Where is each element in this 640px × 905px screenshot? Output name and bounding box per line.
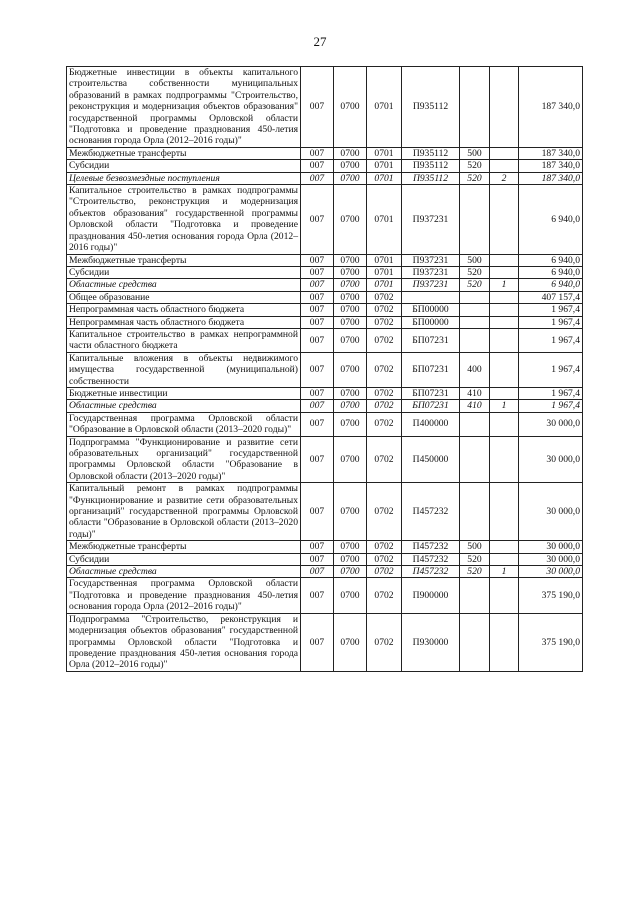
cell-src <box>490 613 519 671</box>
cell-name: Субсидии <box>67 266 301 278</box>
cell-grbs: 007 <box>301 160 334 172</box>
cell-grbs: 007 <box>301 185 334 254</box>
cell-src <box>490 412 519 436</box>
cell-sum: 30 000,0 <box>519 412 583 436</box>
cell-sum: 30 000,0 <box>519 436 583 483</box>
cell-csr: П935112 <box>402 172 460 184</box>
cell-src <box>490 436 519 483</box>
table-row <box>67 387 583 399</box>
cell-rz: 0700 <box>334 160 367 172</box>
table-row <box>67 352 583 387</box>
cell-vr: 520 <box>460 553 490 565</box>
cell-grbs: 007 <box>301 291 334 303</box>
cell-grbs: 007 <box>301 172 334 184</box>
cell-name: Субсидии <box>67 553 301 565</box>
table-row <box>67 304 583 316</box>
cell-src <box>490 160 519 172</box>
cell-sum: 375 190,0 <box>519 613 583 671</box>
cell-grbs: 007 <box>301 541 334 553</box>
cell-sum: 1 967,4 <box>519 400 583 412</box>
cell-pr: 0702 <box>367 412 402 436</box>
cell-csr: П935112 <box>402 147 460 159</box>
cell-csr: П400000 <box>402 412 460 436</box>
cell-pr: 0702 <box>367 352 402 387</box>
table-row <box>67 436 583 483</box>
cell-vr <box>460 412 490 436</box>
cell-sum: 187 340,0 <box>519 172 583 184</box>
cell-sum: 30 000,0 <box>519 541 583 553</box>
cell-csr: БП07231 <box>402 328 460 352</box>
cell-rz: 0700 <box>334 147 367 159</box>
cell-src <box>490 185 519 254</box>
cell-pr: 0701 <box>367 266 402 278</box>
cell-rz: 0700 <box>334 578 367 613</box>
cell-sum: 187 340,0 <box>519 67 583 148</box>
cell-rz: 0700 <box>334 400 367 412</box>
cell-vr <box>460 436 490 483</box>
cell-pr: 0702 <box>367 613 402 671</box>
cell-vr: 500 <box>460 147 490 159</box>
cell-name: Межбюджетные трансферты <box>67 147 301 159</box>
cell-sum: 6 940,0 <box>519 279 583 291</box>
cell-rz: 0700 <box>334 553 367 565</box>
cell-vr <box>460 328 490 352</box>
table-row <box>67 160 583 172</box>
cell-pr: 0702 <box>367 578 402 613</box>
cell-src <box>490 254 519 266</box>
table-row <box>67 254 583 266</box>
table-row <box>67 400 583 412</box>
cell-sum: 375 190,0 <box>519 578 583 613</box>
cell-src <box>490 483 519 541</box>
cell-grbs: 007 <box>301 483 334 541</box>
cell-name: Областные средства <box>67 400 301 412</box>
cell-rz: 0700 <box>334 483 367 541</box>
cell-src <box>490 578 519 613</box>
table-row <box>67 328 583 352</box>
cell-rz: 0700 <box>334 387 367 399</box>
cell-pr: 0701 <box>367 279 402 291</box>
cell-vr <box>460 304 490 316</box>
cell-vr <box>460 67 490 148</box>
cell-pr: 0701 <box>367 185 402 254</box>
cell-csr: П457232 <box>402 553 460 565</box>
cell-name: Областные средства <box>67 279 301 291</box>
cell-pr: 0702 <box>367 328 402 352</box>
cell-csr: П457232 <box>402 483 460 541</box>
cell-rz: 0700 <box>334 352 367 387</box>
cell-rz: 0700 <box>334 436 367 483</box>
cell-src <box>490 304 519 316</box>
cell-pr: 0702 <box>367 387 402 399</box>
cell-pr: 0702 <box>367 553 402 565</box>
table-row <box>67 279 583 291</box>
cell-rz: 0700 <box>334 541 367 553</box>
cell-src <box>490 316 519 328</box>
cell-name: Капитальные вложения в объекты недвижимого имущества государственной (муниципальной) собственности <box>67 352 301 387</box>
cell-src <box>490 266 519 278</box>
cell-sum: 1 967,4 <box>519 328 583 352</box>
cell-vr: 410 <box>460 400 490 412</box>
cell-grbs: 007 <box>301 400 334 412</box>
cell-pr: 0702 <box>367 483 402 541</box>
cell-src <box>490 291 519 303</box>
cell-csr: П450000 <box>402 436 460 483</box>
cell-csr: П457232 <box>402 566 460 578</box>
cell-pr: 0702 <box>367 436 402 483</box>
cell-rz: 0700 <box>334 412 367 436</box>
cell-rz: 0700 <box>334 172 367 184</box>
page-number: 27 <box>313 34 327 49</box>
cell-rz: 0700 <box>334 67 367 148</box>
cell-csr: БП07231 <box>402 387 460 399</box>
cell-rz: 0700 <box>334 566 367 578</box>
table-row <box>67 483 583 541</box>
cell-vr: 410 <box>460 387 490 399</box>
cell-csr <box>402 291 460 303</box>
cell-pr: 0702 <box>367 566 402 578</box>
cell-grbs: 007 <box>301 436 334 483</box>
cell-src <box>490 387 519 399</box>
cell-pr: 0702 <box>367 400 402 412</box>
cell-grbs: 007 <box>301 613 334 671</box>
cell-csr: П457232 <box>402 541 460 553</box>
cell-grbs: 007 <box>301 266 334 278</box>
cell-grbs: 007 <box>301 254 334 266</box>
cell-pr: 0701 <box>367 147 402 159</box>
budget-table <box>66 66 583 672</box>
cell-sum: 6 940,0 <box>519 185 583 254</box>
cell-vr: 520 <box>460 566 490 578</box>
cell-sum: 1 967,4 <box>519 316 583 328</box>
cell-src <box>490 352 519 387</box>
cell-name: Межбюджетные трансферты <box>67 254 301 266</box>
cell-name: Подпрограмма "Функционирование и развитие сети образовательных организаций" государственной программы Орловской области "Образование в Орловской области (2013–2020 годы)" <box>67 436 301 483</box>
cell-name: Непрограммная часть областного бюджета <box>67 304 301 316</box>
cell-name: Бюджетные инвестиции <box>67 387 301 399</box>
cell-name: Субсидии <box>67 160 301 172</box>
cell-sum: 187 340,0 <box>519 147 583 159</box>
cell-src <box>490 541 519 553</box>
cell-name: Государственная программа Орловской области "Подготовка и проведение празднования 450-летия основания города Орла (2012–2016 годы)" <box>67 578 301 613</box>
cell-csr: БП07231 <box>402 352 460 387</box>
cell-grbs: 007 <box>301 578 334 613</box>
table-row <box>67 412 583 436</box>
cell-csr: БП00000 <box>402 304 460 316</box>
cell-grbs: 007 <box>301 279 334 291</box>
cell-src <box>490 553 519 565</box>
cell-csr: П937231 <box>402 185 460 254</box>
cell-name: Непрограммная часть областного бюджета <box>67 316 301 328</box>
cell-pr: 0701 <box>367 67 402 148</box>
cell-name: Общее образование <box>67 291 301 303</box>
cell-vr <box>460 185 490 254</box>
cell-vr: 520 <box>460 172 490 184</box>
cell-grbs: 007 <box>301 147 334 159</box>
cell-grbs: 007 <box>301 352 334 387</box>
cell-sum: 30 000,0 <box>519 553 583 565</box>
cell-sum: 187 340,0 <box>519 160 583 172</box>
cell-pr: 0702 <box>367 541 402 553</box>
cell-name: Капитальный ремонт в рамках подпрограммы "Функционирование и развитие сети образовательных организаций" государственной программы Орловской области "Образование в Орловской области (2013–2020 годы)" <box>67 483 301 541</box>
cell-sum: 1 967,4 <box>519 387 583 399</box>
cell-rz: 0700 <box>334 328 367 352</box>
table-row <box>67 147 583 159</box>
cell-vr: 500 <box>460 541 490 553</box>
cell-rz: 0700 <box>334 266 367 278</box>
cell-name: Государственная программа Орловской области "Образование в Орловской области (2013–2020 годы)" <box>67 412 301 436</box>
cell-grbs: 007 <box>301 316 334 328</box>
table-row <box>67 316 583 328</box>
cell-grbs: 007 <box>301 387 334 399</box>
cell-src: 1 <box>490 400 519 412</box>
cell-rz: 0700 <box>334 279 367 291</box>
cell-pr: 0701 <box>367 172 402 184</box>
cell-name: Межбюджетные трансферты <box>67 541 301 553</box>
cell-pr: 0702 <box>367 316 402 328</box>
cell-vr: 520 <box>460 160 490 172</box>
cell-pr: 0701 <box>367 254 402 266</box>
table-row <box>67 578 583 613</box>
cell-src: 1 <box>490 566 519 578</box>
cell-grbs: 007 <box>301 412 334 436</box>
cell-vr <box>460 613 490 671</box>
cell-src <box>490 67 519 148</box>
cell-csr: П935112 <box>402 67 460 148</box>
cell-name: Капитальное строительство в рамках непрограммной части областного бюджета <box>67 328 301 352</box>
cell-src: 2 <box>490 172 519 184</box>
cell-vr <box>460 483 490 541</box>
cell-vr: 500 <box>460 254 490 266</box>
cell-csr: П937231 <box>402 254 460 266</box>
cell-rz: 0700 <box>334 291 367 303</box>
cell-name: Областные средства <box>67 566 301 578</box>
cell-pr: 0702 <box>367 304 402 316</box>
cell-sum: 30 000,0 <box>519 566 583 578</box>
table-row <box>67 613 583 671</box>
cell-name: Капитальное строительство в рамках подпрограммы "Строительство, реконструкция и модернизация объектов образования" государственной программы Орловской области "Подготовка и проведение празднования 450-летия основания города Орла (2012–2016 годы)" <box>67 185 301 254</box>
table-row <box>67 185 583 254</box>
cell-grbs: 007 <box>301 328 334 352</box>
cell-rz: 0700 <box>334 304 367 316</box>
cell-grbs: 007 <box>301 566 334 578</box>
cell-name: Бюджетные инвестиции в объекты капитального строительства собственности муниципальных образований в рамках подпрограммы "Строительство, реконструкция и модернизация объектов образования" государственной программы Орловской области "Подготовка и проведение празднования 450-летия основания города Орла (2012–2016 годы)" <box>67 67 301 148</box>
cell-sum: 1 967,4 <box>519 304 583 316</box>
cell-csr: П937231 <box>402 266 460 278</box>
cell-vr: 520 <box>460 266 490 278</box>
table-row <box>67 67 583 148</box>
cell-csr: П935112 <box>402 160 460 172</box>
cell-grbs: 007 <box>301 304 334 316</box>
cell-vr <box>460 316 490 328</box>
cell-rz: 0700 <box>334 185 367 254</box>
cell-src: 1 <box>490 279 519 291</box>
cell-csr: БП07231 <box>402 400 460 412</box>
cell-rz: 0700 <box>334 316 367 328</box>
cell-src <box>490 147 519 159</box>
cell-csr: П930000 <box>402 613 460 671</box>
cell-sum: 6 940,0 <box>519 266 583 278</box>
cell-rz: 0700 <box>334 254 367 266</box>
cell-csr: П900000 <box>402 578 460 613</box>
table-row <box>67 266 583 278</box>
cell-sum: 6 940,0 <box>519 254 583 266</box>
table-row <box>67 553 583 565</box>
cell-name: Целевые безвозмездные поступления <box>67 172 301 184</box>
cell-vr <box>460 578 490 613</box>
cell-grbs: 007 <box>301 553 334 565</box>
cell-vr: 520 <box>460 279 490 291</box>
cell-name: Подпрограмма "Строительство, реконструкция и модернизация объектов образования" государственной программы Орловской области "Подготовка и проведение празднования 450-летия основания города Орла (2012–2016 годы)" <box>67 613 301 671</box>
cell-src <box>490 328 519 352</box>
cell-pr: 0702 <box>367 291 402 303</box>
table-row <box>67 172 583 184</box>
cell-sum: 30 000,0 <box>519 483 583 541</box>
cell-rz: 0700 <box>334 613 367 671</box>
cell-sum: 407 157,4 <box>519 291 583 303</box>
cell-csr: БП00000 <box>402 316 460 328</box>
table-row <box>67 541 583 553</box>
cell-grbs: 007 <box>301 67 334 148</box>
cell-vr <box>460 291 490 303</box>
cell-vr: 400 <box>460 352 490 387</box>
table-row <box>67 291 583 303</box>
cell-pr: 0701 <box>367 160 402 172</box>
table-row <box>67 566 583 578</box>
cell-sum: 1 967,4 <box>519 352 583 387</box>
cell-csr: П937231 <box>402 279 460 291</box>
